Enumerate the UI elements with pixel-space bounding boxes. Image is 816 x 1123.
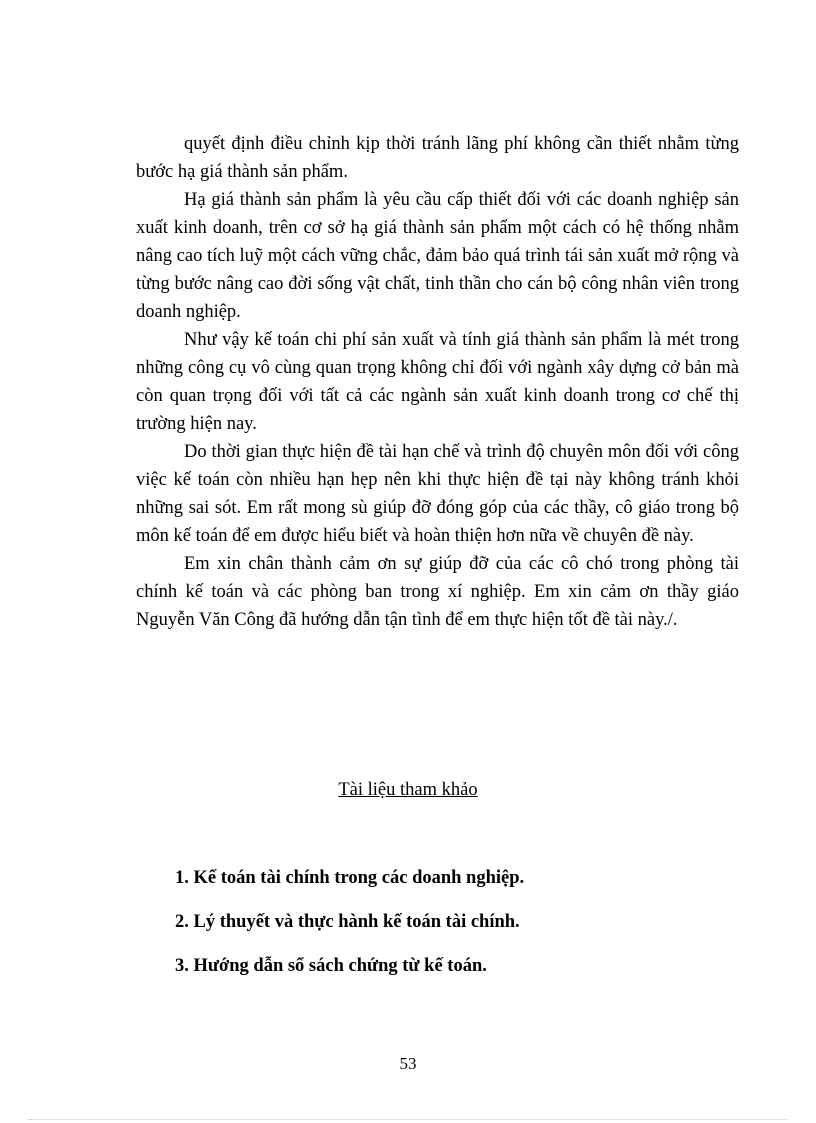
references-title: Tài liệu tham khảo [338, 780, 478, 800]
reference-item: 1. Kế toán tài chính trong các doanh nghiệp. [175, 868, 525, 888]
body-text [136, 130, 739, 634]
page-bottom-divider [28, 1119, 788, 1120]
reference-item: 2. Lý thuyết và thực hành kế toán tài chính. [175, 912, 520, 932]
reference-item: 3. Hướng dẫn sổ sách chứng từ kế toán. [175, 956, 487, 976]
paragraph-accounting-importance: Như vậy kế toán chi phí sản xuất và tính giá thành sản phẩm là mét trong những công cụ vô cùng quan trọng không chỉ đối với ngành xây dựng cở bản mà còn quan trọng đối với tất cả các ngành sản xuất kinh doanh trong cơ chế thị trường hiện nay. [136, 330, 739, 434]
paragraph-limitations: Do thời gian thực hiện đề tài hạn chế và trình độ chuyên môn đối với công việc kế toán còn nhiều hạn hẹp nên khi thực hiện đề tại này không tránh khỏi những sai sót. Em rất mong sù giúp đỡ đóng góp của các thầy, cô giáo trong bộ môn kế toán để em được hiểu biết và hoàn thiện hơn nữa về chuyên đề này. [136, 442, 739, 546]
paragraph-continuation: quyết định điều chỉnh kịp thời tránh lãng phí không cần thiết nhằm từng bước hạ giá thành sản phẩm. [136, 134, 739, 182]
paragraph-acknowledgements: Em xin chân thành cảm ơn sự giúp đỡ của các cô chó trong phòng tài chính kế toán và các phòng ban trong xí nghiệp. Em xin cảm ơn thầy giáo Nguyễn Văn Công đã hướng dẫn tận tình để em thực hiện tốt đề tài này./. [136, 554, 739, 630]
paragraph-cost-reduction: Hạ giá thành sản phẩm là yêu cầu cấp thiết đối với các doanh nghiệp sản xuất kinh doanh, trên cơ sở hạ giá thành sản phẩm một cách có hệ thống nhằm nâng cao tích luỹ một cách vững chắc, đảm bảo quá trình tái sản xuất mở rộng và từng bước nâng cao đời sống vật chất, tinh thần cho cán bộ công nhân viên trong doanh nghiệp. [136, 190, 739, 322]
references-list [175, 866, 735, 998]
page-number: 53 [399, 1054, 417, 1073]
